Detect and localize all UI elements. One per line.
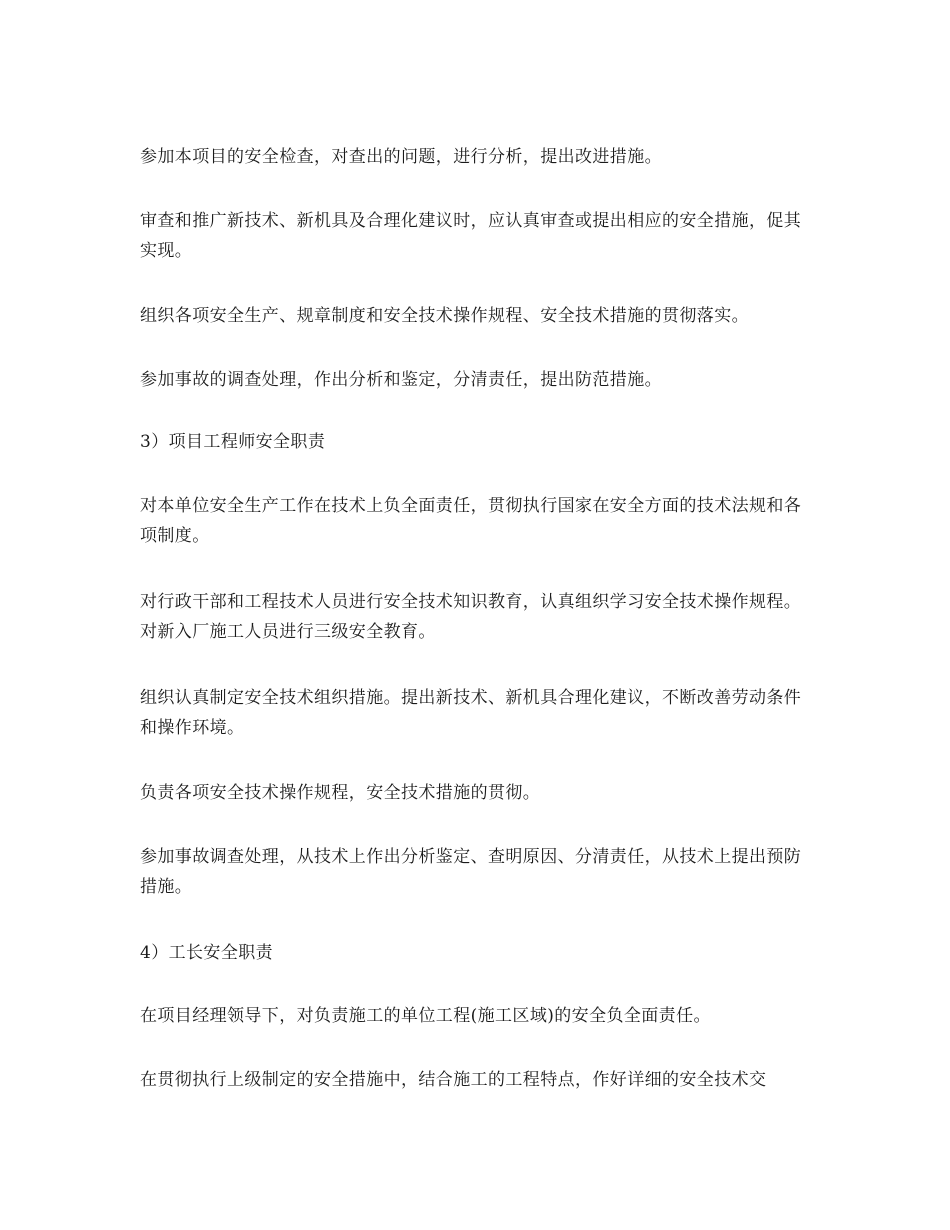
paragraph-technical-responsibility: 对本单位安全生产工作在技术上负全面责任，贯彻执行国家在安全方面的技术法规和各项制度。 [140, 496, 802, 546]
paragraph-implement-measures: 在贯彻执行上级制定的安全措施中，结合施工的工程特点，作好详细的安全技术交 [140, 1070, 767, 1090]
paragraph-safety-education: 对行政干部和工程技术人员进行安全技术知识教育，认真组织学习安全技术操作规程。对新入厂施工人员进行三级安全教育。 [140, 592, 802, 642]
paragraph-operating-procedures: 负责各项安全技术操作规程，安全技术措施的贯彻。 [140, 783, 541, 803]
paragraph-accident-analysis: 参加事故调查处理，从技术上作出分析鉴定、查明原因、分清责任，从技术上提出预防措施。 [140, 847, 802, 897]
paragraph-technical-measures: 组织认真制定安全技术组织措施。提出新技术、新机具合理化建议，不断改善劳动条件和操作环境。 [140, 688, 802, 738]
paragraph-organize-regulations: 组织各项安全生产、规章制度和安全技术操作规程、安全技术措施的贯彻落实。 [140, 306, 749, 326]
section-heading-foreman: 4）工长安全职责 [140, 943, 274, 963]
paragraph-accident-investigation: 参加事故的调查处理，作出分析和鉴定，分清责任，提出防范措施。 [140, 370, 662, 390]
paragraph-foreman-responsibility: 在项目经理领导下，对负责施工的单位工程(施工区域)的安全负全面责任。 [140, 1006, 711, 1026]
section-heading-project-engineer: 3）项目工程师安全职责 [140, 432, 326, 452]
paragraph-new-technology-review: 审查和推广新技术、新机具及合理化建议时，应认真审查或提出相应的安全措施，促其实现。 [140, 211, 802, 261]
paragraph-safety-inspection: 参加本项目的安全检查，对查出的问题，进行分析，提出改进措施。 [140, 147, 662, 167]
